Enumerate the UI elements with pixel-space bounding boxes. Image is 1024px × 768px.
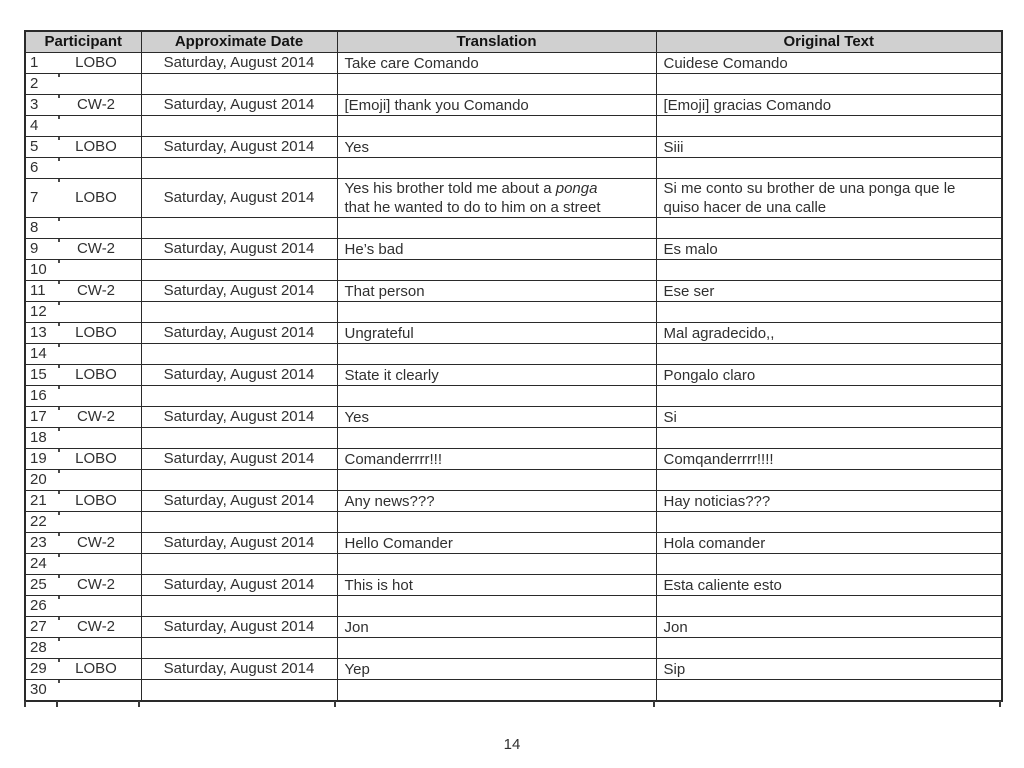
original-text-cell: Cuidese Comando xyxy=(656,53,1002,74)
translation-cell xyxy=(337,302,656,323)
date-cell xyxy=(141,386,337,407)
date-cell: Saturday, August 2014 xyxy=(141,239,337,260)
date-cell: Saturday, August 2014 xyxy=(141,365,337,386)
row-number: 6 xyxy=(30,159,39,176)
translation-cell xyxy=(337,344,656,365)
participant-cell xyxy=(25,533,141,554)
col-header-translation: Translation xyxy=(337,31,656,53)
date-cell: Saturday, August 2014 xyxy=(141,407,337,428)
row-number: 16 xyxy=(30,387,47,404)
date-cell xyxy=(141,344,337,365)
participant-cell xyxy=(25,179,141,218)
date-cell xyxy=(141,158,337,179)
row-number: 21 xyxy=(30,492,47,509)
row-number: 1 xyxy=(30,54,39,71)
participant-name: LOBO xyxy=(75,324,117,341)
participant-name: CW-2 xyxy=(76,408,116,425)
table-row xyxy=(25,218,1002,239)
date-cell xyxy=(141,218,337,239)
date-cell: Saturday, August 2014 xyxy=(141,533,337,554)
participant-cell xyxy=(25,53,141,74)
date-cell: Saturday, August 2014 xyxy=(141,281,337,302)
translation-cell: Yes xyxy=(337,407,656,428)
original-text-cell: Si xyxy=(656,407,1002,428)
table-row xyxy=(25,407,1002,428)
original-text-cell xyxy=(656,302,1002,323)
table-row xyxy=(25,680,1002,702)
date-cell xyxy=(141,74,337,95)
row-number: 10 xyxy=(30,261,47,278)
participant-name: LOBO xyxy=(75,138,117,155)
original-text-cell xyxy=(656,470,1002,491)
translation-cell xyxy=(337,260,656,281)
translation-cell xyxy=(337,74,656,95)
original-text-cell xyxy=(656,554,1002,575)
participant-cell xyxy=(25,260,141,281)
text-segment: that he wanted to do to him on a street xyxy=(344,199,601,216)
translation-cell: [Emoji] thank you Comando xyxy=(337,95,656,116)
original-text-cell xyxy=(656,638,1002,659)
row-number: 5 xyxy=(30,138,39,155)
border-stub xyxy=(56,701,58,707)
row-number: 7 xyxy=(30,189,39,206)
translation-cell xyxy=(337,179,656,218)
translation-cell xyxy=(337,428,656,449)
date-cell: Saturday, August 2014 xyxy=(141,575,337,596)
row-number: 9 xyxy=(30,240,39,257)
header-row xyxy=(25,31,1002,53)
participant-name: LOBO xyxy=(75,450,117,467)
participant-cell xyxy=(25,302,141,323)
date-cell: Saturday, August 2014 xyxy=(141,659,337,680)
col-header-approximate-date: Approximate Date xyxy=(141,31,337,53)
date-cell: Saturday, August 2014 xyxy=(141,53,337,74)
border-stub xyxy=(24,701,26,707)
participant-name: LOBO xyxy=(75,366,117,383)
table-row xyxy=(25,74,1002,95)
original-text-cell: Esta caliente esto xyxy=(656,575,1002,596)
participant-cell xyxy=(25,116,141,137)
translation-cell: Ungrateful xyxy=(337,323,656,344)
row-number: 25 xyxy=(30,576,47,593)
original-text-cell: Siii xyxy=(656,137,1002,158)
participant-cell xyxy=(25,323,141,344)
original-text-cell xyxy=(656,428,1002,449)
translation-cell: Yes xyxy=(337,137,656,158)
document-page xyxy=(24,30,1001,709)
participant-name: CW-2 xyxy=(76,240,116,257)
table-row xyxy=(25,260,1002,281)
border-stub xyxy=(999,701,1001,707)
participant-cell xyxy=(25,575,141,596)
translation-cell xyxy=(337,680,656,702)
table-row xyxy=(25,659,1002,680)
table-row xyxy=(25,179,1002,218)
participant-cell xyxy=(25,512,141,533)
original-text-cell xyxy=(656,260,1002,281)
table-row xyxy=(25,554,1002,575)
date-cell: Saturday, August 2014 xyxy=(141,449,337,470)
table-row xyxy=(25,158,1002,179)
date-cell: Saturday, August 2014 xyxy=(141,137,337,158)
table-row xyxy=(25,470,1002,491)
table-row xyxy=(25,239,1002,260)
original-text-cell: Pongalo claro xyxy=(656,365,1002,386)
participant-cell xyxy=(25,137,141,158)
original-text-cell: Sip xyxy=(656,659,1002,680)
original-text-cell xyxy=(656,596,1002,617)
row-number: 26 xyxy=(30,597,47,614)
date-cell xyxy=(141,428,337,449)
table-row xyxy=(25,116,1002,137)
participant-name: CW-2 xyxy=(76,534,116,551)
table-body xyxy=(25,53,1002,702)
participant-cell xyxy=(25,95,141,116)
row-number: 15 xyxy=(30,366,47,383)
col-header-participant: Participant xyxy=(25,31,141,53)
table-row xyxy=(25,617,1002,638)
participant-cell xyxy=(25,218,141,239)
date-cell xyxy=(141,260,337,281)
translation-cell xyxy=(337,218,656,239)
page-number: 14 xyxy=(503,736,521,753)
participant-cell xyxy=(25,638,141,659)
translation-cell: This is hot xyxy=(337,575,656,596)
text-segment: Yes his brother told me about a xyxy=(344,180,556,197)
original-text-cell xyxy=(656,218,1002,239)
date-cell: Saturday, August 2014 xyxy=(141,617,337,638)
table-row xyxy=(25,137,1002,158)
date-cell xyxy=(141,596,337,617)
participant-cell xyxy=(25,596,141,617)
italic-term: ponga xyxy=(555,180,598,197)
row-number: 27 xyxy=(30,618,47,635)
text-segment: Si me conto su brother de una ponga que le xyxy=(663,180,956,197)
table-row xyxy=(25,533,1002,554)
participant-cell xyxy=(25,491,141,512)
participant-cell xyxy=(25,659,141,680)
original-text-cell xyxy=(656,116,1002,137)
row-number: 4 xyxy=(30,117,39,134)
original-text-cell: Mal agradecido,, xyxy=(656,323,1002,344)
border-stub xyxy=(334,701,336,707)
row-number: 23 xyxy=(30,534,47,551)
row-number: 29 xyxy=(30,660,47,677)
text-segment: quiso hacer de una calle xyxy=(663,199,827,216)
row-number: 22 xyxy=(30,513,47,530)
table-row xyxy=(25,575,1002,596)
date-cell: Saturday, August 2014 xyxy=(141,179,337,218)
translation-cell xyxy=(337,386,656,407)
table-row xyxy=(25,95,1002,116)
participant-name: LOBO xyxy=(75,492,117,509)
translation-cell xyxy=(337,158,656,179)
translation-cell xyxy=(337,116,656,137)
table-row xyxy=(25,491,1002,512)
participant-name: LOBO xyxy=(75,189,117,206)
participant-cell xyxy=(25,365,141,386)
participant-cell xyxy=(25,74,141,95)
row-number: 24 xyxy=(30,555,47,572)
table-row xyxy=(25,386,1002,407)
table-row xyxy=(25,596,1002,617)
date-cell xyxy=(141,512,337,533)
original-text-cell: Hola comander xyxy=(656,533,1002,554)
row-number: 2 xyxy=(30,75,39,92)
cut-off-next-row-border-stubs xyxy=(24,702,1001,709)
participant-cell xyxy=(25,470,141,491)
participant-cell xyxy=(25,554,141,575)
participant-cell xyxy=(25,617,141,638)
table-row xyxy=(25,512,1002,533)
participant-cell xyxy=(25,344,141,365)
table-row xyxy=(25,53,1002,74)
table-header xyxy=(25,31,1002,53)
row-number: 12 xyxy=(30,303,47,320)
participant-name: CW-2 xyxy=(76,96,116,113)
table-row xyxy=(25,449,1002,470)
participant-cell xyxy=(25,158,141,179)
original-text-cell: Ese ser xyxy=(656,281,1002,302)
row-number: 28 xyxy=(30,639,47,656)
table-row xyxy=(25,344,1002,365)
table-row xyxy=(25,365,1002,386)
row-number: 20 xyxy=(30,471,47,488)
original-text-cell: Hay noticias??? xyxy=(656,491,1002,512)
translation-cell: He’s bad xyxy=(337,239,656,260)
original-text-cell xyxy=(656,74,1002,95)
participant-cell xyxy=(25,386,141,407)
table-row xyxy=(25,428,1002,449)
original-text-cell xyxy=(656,680,1002,702)
translation-cell: Yep xyxy=(337,659,656,680)
original-text-cell xyxy=(656,158,1002,179)
date-cell xyxy=(141,116,337,137)
participant-name: CW-2 xyxy=(76,618,116,635)
original-text-cell xyxy=(656,344,1002,365)
date-cell xyxy=(141,638,337,659)
translation-cell: Any news??? xyxy=(337,491,656,512)
translation-cell: State it clearly xyxy=(337,365,656,386)
original-text-cell xyxy=(656,512,1002,533)
participant-cell xyxy=(25,239,141,260)
original-text-cell: Comqanderrrr!!!! xyxy=(656,449,1002,470)
row-number: 18 xyxy=(30,429,47,446)
date-cell: Saturday, August 2014 xyxy=(141,491,337,512)
participant-name: CW-2 xyxy=(76,282,116,299)
translation-cell xyxy=(337,512,656,533)
row-number: 13 xyxy=(30,324,47,341)
col-header-original-text: Original Text xyxy=(656,31,1002,53)
translation-cell xyxy=(337,554,656,575)
translation-cell xyxy=(337,470,656,491)
row-number: 17 xyxy=(30,408,47,425)
translation-cell: Hello Comander xyxy=(337,533,656,554)
border-stub xyxy=(653,701,655,707)
table-row xyxy=(25,638,1002,659)
translation-table xyxy=(24,30,1003,702)
date-cell: Saturday, August 2014 xyxy=(141,95,337,116)
original-text-cell xyxy=(656,179,1002,218)
participant-name: LOBO xyxy=(75,660,117,677)
table-row xyxy=(25,323,1002,344)
participant-cell xyxy=(25,281,141,302)
original-text-cell: Es malo xyxy=(656,239,1002,260)
row-number: 14 xyxy=(30,345,47,362)
participant-cell xyxy=(25,680,141,702)
row-number: 30 xyxy=(30,681,47,698)
row-number: 19 xyxy=(30,450,47,467)
date-cell xyxy=(141,302,337,323)
date-cell xyxy=(141,680,337,702)
original-text-cell xyxy=(656,386,1002,407)
table-row xyxy=(25,281,1002,302)
participant-cell xyxy=(25,407,141,428)
row-number: 8 xyxy=(30,219,39,236)
translation-cell xyxy=(337,638,656,659)
participant-cell xyxy=(25,428,141,449)
translation-cell: Comanderrrr!!! xyxy=(337,449,656,470)
participant-name: LOBO xyxy=(75,54,117,71)
table-row xyxy=(25,302,1002,323)
original-text-cell: Jon xyxy=(656,617,1002,638)
date-cell: Saturday, August 2014 xyxy=(141,323,337,344)
translation-cell xyxy=(337,596,656,617)
date-cell xyxy=(141,470,337,491)
translation-cell: Take care Comando xyxy=(337,53,656,74)
participant-name: CW-2 xyxy=(76,576,116,593)
participant-cell xyxy=(25,449,141,470)
date-cell xyxy=(141,554,337,575)
row-number: 11 xyxy=(30,282,46,299)
original-text-cell: [Emoji] gracias Comando xyxy=(656,95,1002,116)
translation-cell: Jon xyxy=(337,617,656,638)
border-stub xyxy=(138,701,140,707)
translation-cell: That person xyxy=(337,281,656,302)
row-number: 3 xyxy=(30,96,39,113)
